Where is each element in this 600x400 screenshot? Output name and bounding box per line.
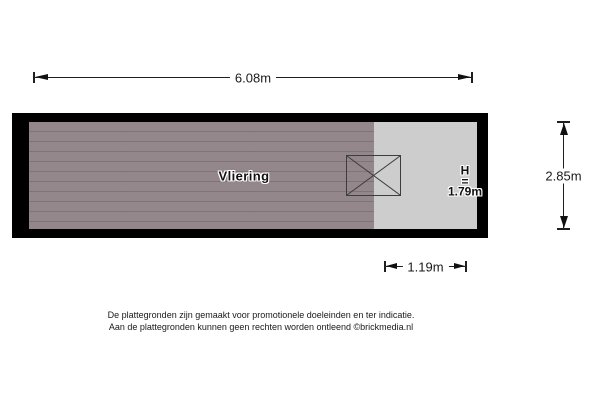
- disclaimer: [108, 309, 415, 333]
- width-dimension-label: 6.08m: [230, 70, 276, 85]
- height-value: 1.79m: [447, 184, 483, 199]
- disclaimer-line-1: De plattegronden zijn gemaakt voor promotionele doeleinden en ter indicatie.: [107, 310, 415, 320]
- arrow-up-icon: [560, 123, 568, 135]
- segment-dimension: [384, 261, 467, 272]
- dimension-tick-right: [465, 261, 467, 272]
- arrow-left-icon: [35, 74, 48, 80]
- arrow-right-icon: [454, 263, 465, 269]
- hatch-opening-icon: [346, 155, 401, 196]
- depth-dimension-label: 2.85m: [540, 168, 586, 183]
- wood-floor-area: [29, 122, 374, 229]
- dimension-tick-right: [471, 72, 473, 83]
- arrow-left-icon: [386, 263, 397, 269]
- width-dimension: [33, 72, 473, 83]
- disclaimer-line-2: Aan de plattegronden kunnen geen rechten worden ontleend ©brickmedia.nl: [108, 322, 414, 332]
- hatch-cross-lines: [347, 156, 400, 195]
- segment-dimension-label: 1.19m: [402, 259, 448, 274]
- depth-dimension: [545, 121, 582, 230]
- arrow-down-icon: [560, 216, 568, 228]
- height-equals: =: [461, 173, 469, 188]
- arrow-right-icon: [458, 74, 471, 80]
- dimension-tick-bottom: [557, 228, 570, 230]
- ceiling-height-annotation: [448, 165, 482, 197]
- height-symbol: H: [460, 163, 470, 178]
- room-name-label: Vliering: [218, 168, 270, 184]
